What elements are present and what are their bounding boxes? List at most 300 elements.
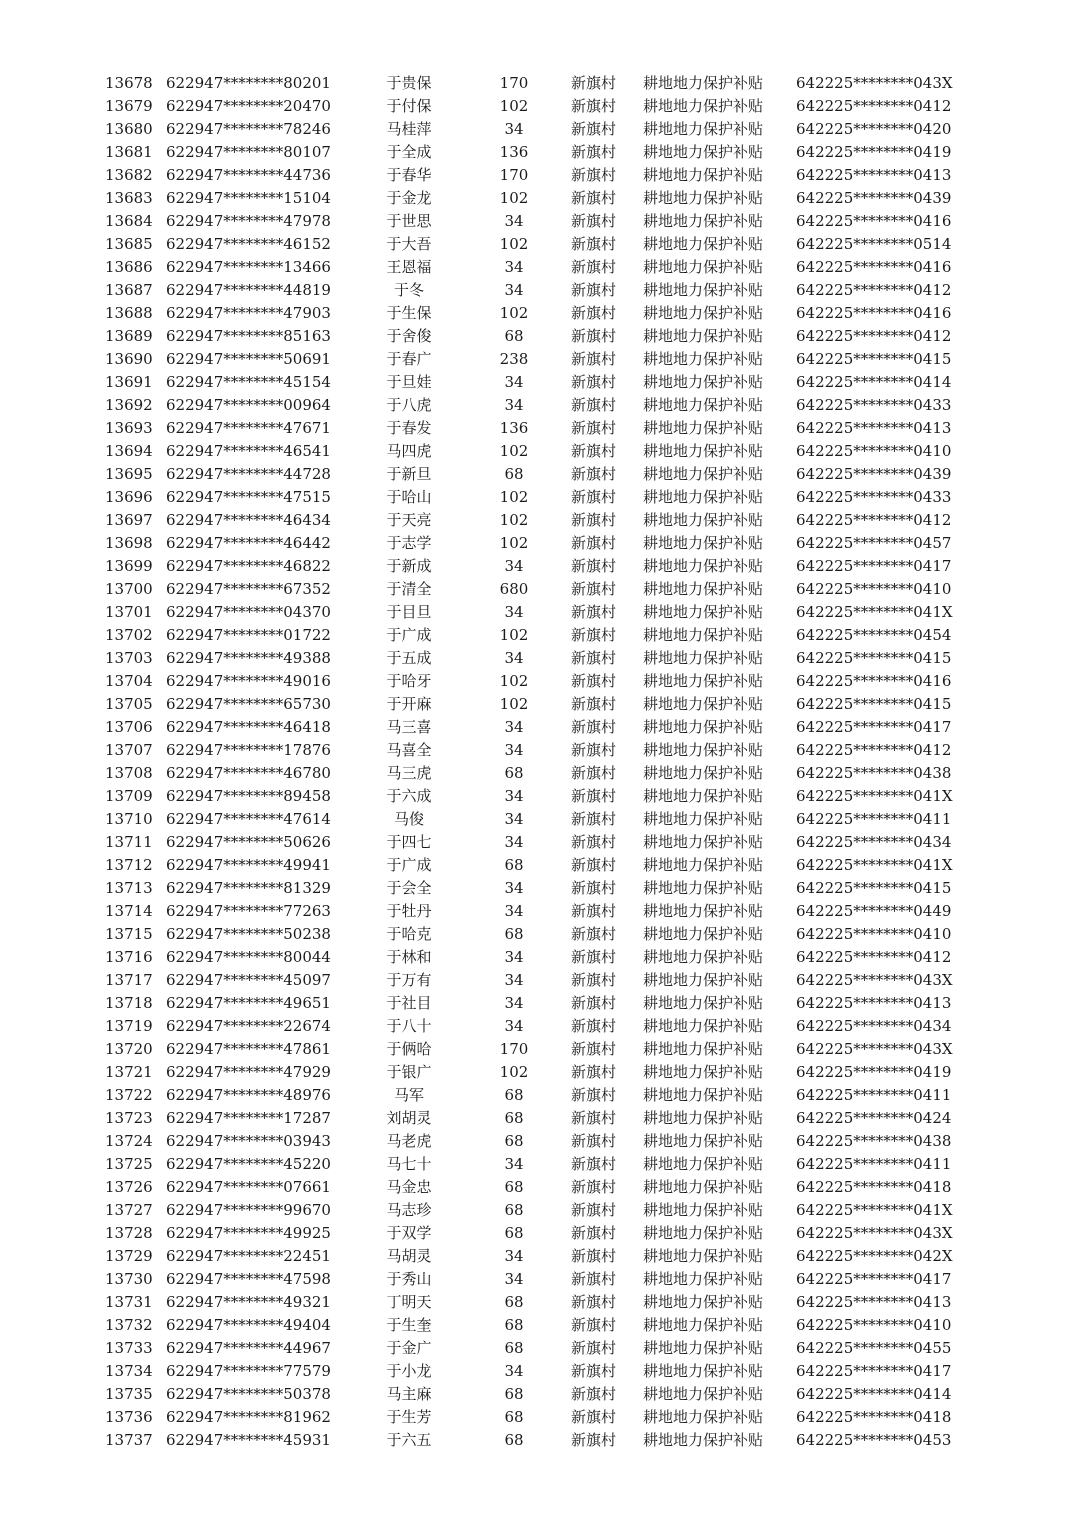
village-name: 新旗村	[571, 1040, 617, 1058]
id-number: 642225********0434	[796, 833, 952, 851]
person-name: 于哈牙	[386, 672, 432, 690]
bank-account: 622947********45931	[166, 1431, 331, 1449]
subsidy-type: 耕地地力保护补贴	[643, 1247, 764, 1265]
bank-account: 622947********80044	[166, 948, 331, 966]
row-number: 13732	[105, 1316, 153, 1334]
person-name: 于社目	[386, 994, 432, 1012]
person-name: 于生奎	[386, 1316, 432, 1334]
village-name: 新旗村	[571, 442, 617, 460]
person-name: 于春广	[386, 350, 432, 368]
bank-account: 622947********49941	[166, 856, 331, 874]
subsidy-type: 耕地地力保护补贴	[643, 948, 764, 966]
id-number: 642225********0416	[796, 672, 952, 690]
subsidy-amount: 170	[499, 1040, 529, 1058]
bank-account: 622947********46822	[166, 557, 331, 575]
subsidy-type: 耕地地力保护补贴	[643, 718, 764, 736]
bank-account: 622947********20470	[166, 97, 331, 115]
subsidy-type: 耕地地力保护补贴	[643, 1362, 764, 1380]
table-row	[0, 1061, 1074, 1084]
subsidy-type: 耕地地力保护补贴	[643, 925, 764, 943]
table-row	[0, 739, 1074, 762]
id-number: 642225********0412	[796, 948, 952, 966]
row-number: 13696	[105, 488, 153, 506]
bank-account: 622947********45220	[166, 1155, 331, 1173]
village-name: 新旗村	[571, 603, 617, 621]
row-number: 13721	[105, 1063, 153, 1081]
person-name: 马老虎	[386, 1132, 432, 1150]
subsidy-type: 耕地地力保护补贴	[643, 442, 764, 460]
row-number: 13715	[105, 925, 153, 943]
subsidy-type: 耕地地力保护补贴	[643, 1316, 764, 1334]
bank-account: 622947********47671	[166, 419, 331, 437]
table-row	[0, 1360, 1074, 1383]
bank-account: 622947********17287	[166, 1109, 331, 1127]
bank-account: 622947********22674	[166, 1017, 331, 1035]
bank-account: 622947********15104	[166, 189, 331, 207]
table-row	[0, 808, 1074, 831]
row-number: 13689	[105, 327, 153, 345]
id-number: 642225********0415	[796, 879, 952, 897]
bank-account: 622947********04370	[166, 603, 331, 621]
person-name: 于春发	[386, 419, 432, 437]
subsidy-amount: 68	[504, 465, 524, 483]
village-name: 新旗村	[571, 396, 617, 414]
person-name: 于万有	[386, 971, 432, 989]
row-number: 13679	[105, 97, 153, 115]
id-number: 642225********0417	[796, 718, 952, 736]
id-number: 642225********0455	[796, 1339, 952, 1357]
subsidy-amount: 68	[504, 1316, 524, 1334]
bank-account: 622947********50691	[166, 350, 331, 368]
person-name: 马主麻	[386, 1385, 432, 1403]
id-number: 642225********0514	[796, 235, 952, 253]
id-number: 642225********0414	[796, 1385, 952, 1403]
subsidy-type: 耕地地力保护补贴	[643, 994, 764, 1012]
subsidy-type: 耕地地力保护补贴	[643, 1017, 764, 1035]
subsidy-amount: 102	[499, 488, 529, 506]
village-name: 新旗村	[571, 1316, 617, 1334]
row-number: 13713	[105, 879, 153, 897]
id-number: 642225********0412	[796, 511, 952, 529]
subsidy-amount: 68	[504, 1224, 524, 1242]
village-name: 新旗村	[571, 74, 617, 92]
row-number: 13686	[105, 258, 153, 276]
id-number: 642225********0439	[796, 465, 952, 483]
village-name: 新旗村	[571, 120, 617, 138]
id-number: 642225********0420	[796, 120, 952, 138]
subsidy-amount: 102	[499, 189, 529, 207]
village-name: 新旗村	[571, 994, 617, 1012]
row-number: 13730	[105, 1270, 153, 1288]
subsidy-amount: 34	[504, 396, 524, 414]
subsidy-amount: 34	[504, 718, 524, 736]
bank-account: 622947********13466	[166, 258, 331, 276]
bank-account: 622947********46152	[166, 235, 331, 253]
id-number: 642225********0411	[796, 1155, 952, 1173]
bank-account: 622947********44819	[166, 281, 331, 299]
row-number: 13682	[105, 166, 153, 184]
id-number: 642225********0413	[796, 1293, 952, 1311]
bank-account: 622947********00964	[166, 396, 331, 414]
person-name: 马三虎	[386, 764, 432, 782]
table-row	[0, 900, 1074, 923]
village-name: 新旗村	[571, 1362, 617, 1380]
id-number: 642225********0433	[796, 396, 952, 414]
subsidy-type: 耕地地力保护补贴	[643, 856, 764, 874]
table-row	[0, 141, 1074, 164]
subsidy-amount: 170	[499, 74, 529, 92]
bank-account: 622947********77579	[166, 1362, 331, 1380]
subsidy-type: 耕地地力保护补贴	[643, 810, 764, 828]
subsidy-amount: 136	[499, 143, 529, 161]
village-name: 新旗村	[571, 1385, 617, 1403]
subsidy-type: 耕地地力保护补贴	[643, 143, 764, 161]
subsidy-amount: 34	[504, 1017, 524, 1035]
row-number: 13699	[105, 557, 153, 575]
village-name: 新旗村	[571, 1086, 617, 1104]
subsidy-amount: 102	[499, 442, 529, 460]
row-number: 13702	[105, 626, 153, 644]
table-row	[0, 1084, 1074, 1107]
subsidy-amount: 34	[504, 557, 524, 575]
subsidy-amount: 68	[504, 327, 524, 345]
village-name: 新旗村	[571, 971, 617, 989]
village-name: 新旗村	[571, 97, 617, 115]
table-row	[0, 532, 1074, 555]
bank-account: 622947********45154	[166, 373, 331, 391]
subsidy-type: 耕地地力保护补贴	[643, 396, 764, 414]
village-name: 新旗村	[571, 212, 617, 230]
table-row	[0, 72, 1074, 95]
id-number: 642225********0439	[796, 189, 952, 207]
person-name: 于志学	[386, 534, 432, 552]
row-number: 13687	[105, 281, 153, 299]
bank-account: 622947********49016	[166, 672, 331, 690]
table-row	[0, 1107, 1074, 1130]
person-name: 于小龙	[386, 1362, 432, 1380]
person-name: 于金龙	[386, 189, 432, 207]
subsidy-amount: 68	[504, 1109, 524, 1127]
subsidy-type: 耕地地力保护补贴	[643, 1132, 764, 1150]
subsidy-amount: 102	[499, 1063, 529, 1081]
subsidy-amount: 102	[499, 304, 529, 322]
person-name: 于世思	[386, 212, 432, 230]
subsidy-amount: 34	[504, 948, 524, 966]
subsidy-type: 耕地地力保护补贴	[643, 626, 764, 644]
row-number: 13693	[105, 419, 153, 437]
table-row	[0, 371, 1074, 394]
row-number: 13726	[105, 1178, 153, 1196]
table-row	[0, 118, 1074, 141]
subsidy-amount: 34	[504, 810, 524, 828]
village-name: 新旗村	[571, 626, 617, 644]
row-number: 13690	[105, 350, 153, 368]
village-name: 新旗村	[571, 258, 617, 276]
id-number: 642225********0424	[796, 1109, 952, 1127]
subsidy-amount: 102	[499, 235, 529, 253]
person-name: 于冬	[393, 281, 424, 299]
person-name: 于八虎	[386, 396, 432, 414]
id-number: 642225********0415	[796, 350, 952, 368]
village-name: 新旗村	[571, 1224, 617, 1242]
person-name: 于双学	[386, 1224, 432, 1242]
table-row	[0, 1245, 1074, 1268]
subsidy-type: 耕地地力保护补贴	[643, 695, 764, 713]
subsidy-table	[0, 72, 1074, 1452]
id-number: 642225********0433	[796, 488, 952, 506]
person-name: 马志珍	[386, 1201, 432, 1219]
subsidy-amount: 68	[504, 1132, 524, 1150]
bank-account: 622947********99670	[166, 1201, 331, 1219]
id-number: 642225********0457	[796, 534, 952, 552]
subsidy-type: 耕地地力保护补贴	[643, 1109, 764, 1127]
village-name: 新旗村	[571, 741, 617, 759]
bank-account: 622947********46418	[166, 718, 331, 736]
bank-account: 622947********47929	[166, 1063, 331, 1081]
id-number: 642225********041X	[796, 603, 953, 621]
table-row	[0, 1015, 1074, 1038]
village-name: 新旗村	[571, 580, 617, 598]
subsidy-amount: 238	[499, 350, 529, 368]
subsidy-type: 耕地地力保护补贴	[643, 1063, 764, 1081]
id-number: 642225********0416	[796, 212, 952, 230]
subsidy-type: 耕地地力保护补贴	[643, 1339, 764, 1357]
table-row	[0, 233, 1074, 256]
bank-account: 622947********47978	[166, 212, 331, 230]
bank-account: 622947********50378	[166, 1385, 331, 1403]
table-row	[0, 394, 1074, 417]
bank-account: 622947********47515	[166, 488, 331, 506]
row-number: 13710	[105, 810, 153, 828]
table-row	[0, 164, 1074, 187]
subsidy-type: 耕地地力保护补贴	[643, 373, 764, 391]
bank-account: 622947********78246	[166, 120, 331, 138]
id-number: 642225********0410	[796, 925, 952, 943]
subsidy-amount: 34	[504, 1155, 524, 1173]
row-number: 13737	[105, 1431, 153, 1449]
village-name: 新旗村	[571, 649, 617, 667]
table-row	[0, 302, 1074, 325]
id-number: 642225********0416	[796, 258, 952, 276]
id-number: 642225********0413	[796, 994, 952, 1012]
village-name: 新旗村	[571, 856, 617, 874]
table-row	[0, 923, 1074, 946]
row-number: 13707	[105, 741, 153, 759]
table-row	[0, 1406, 1074, 1429]
subsidy-amount: 68	[504, 1086, 524, 1104]
table-row	[0, 325, 1074, 348]
row-number: 13681	[105, 143, 153, 161]
row-number: 13701	[105, 603, 153, 621]
id-number: 642225********0412	[796, 97, 952, 115]
table-row	[0, 187, 1074, 210]
person-name: 于六五	[386, 1431, 432, 1449]
table-row	[0, 601, 1074, 624]
village-name: 新旗村	[571, 1155, 617, 1173]
person-name: 于四七	[386, 833, 432, 851]
subsidy-type: 耕地地力保护补贴	[643, 1408, 764, 1426]
subsidy-type: 耕地地力保护补贴	[643, 350, 764, 368]
id-number: 642225********043X	[796, 1040, 953, 1058]
person-name: 王恩福	[386, 258, 432, 276]
subsidy-amount: 68	[504, 1201, 524, 1219]
subsidy-type: 耕地地力保护补贴	[643, 741, 764, 759]
person-name: 于春华	[386, 166, 432, 184]
table-row	[0, 440, 1074, 463]
bank-account: 622947********49651	[166, 994, 331, 1012]
subsidy-amount: 68	[504, 856, 524, 874]
bank-account: 622947********47598	[166, 1270, 331, 1288]
row-number: 13678	[105, 74, 153, 92]
village-name: 新旗村	[571, 1408, 617, 1426]
table-row	[0, 1429, 1074, 1452]
bank-account: 622947********49404	[166, 1316, 331, 1334]
row-number: 13688	[105, 304, 153, 322]
table-row	[0, 969, 1074, 992]
village-name: 新旗村	[571, 948, 617, 966]
id-number: 642225********0413	[796, 419, 952, 437]
row-number: 13731	[105, 1293, 153, 1311]
id-number: 642225********0453	[796, 1431, 952, 1449]
village-name: 新旗村	[571, 1339, 617, 1357]
id-number: 642225********0418	[796, 1178, 952, 1196]
table-row	[0, 670, 1074, 693]
row-number: 13711	[105, 833, 153, 851]
person-name: 刘胡灵	[386, 1109, 432, 1127]
subsidy-type: 耕地地力保护补贴	[643, 1040, 764, 1058]
row-number: 13705	[105, 695, 153, 713]
id-number: 642225********0411	[796, 1086, 952, 1104]
person-name: 于金广	[386, 1339, 432, 1357]
subsidy-type: 耕地地力保护补贴	[643, 465, 764, 483]
id-number: 642225********0414	[796, 373, 952, 391]
person-name: 于会全	[386, 879, 432, 897]
row-number: 13727	[105, 1201, 153, 1219]
subsidy-amount: 34	[504, 603, 524, 621]
village-name: 新旗村	[571, 695, 617, 713]
subsidy-amount: 34	[504, 879, 524, 897]
table-row	[0, 95, 1074, 118]
id-number: 642225********0412	[796, 327, 952, 345]
person-name: 马三喜	[386, 718, 432, 736]
bank-account: 622947********67352	[166, 580, 331, 598]
subsidy-amount: 34	[504, 120, 524, 138]
id-number: 642225********041X	[796, 1201, 953, 1219]
row-number: 13706	[105, 718, 153, 736]
village-name: 新旗村	[571, 327, 617, 345]
table-row	[0, 256, 1074, 279]
table-row	[0, 578, 1074, 601]
id-number: 642225********0412	[796, 741, 952, 759]
row-number: 13724	[105, 1132, 153, 1150]
row-number: 13722	[105, 1086, 153, 1104]
person-name: 于大吾	[386, 235, 432, 253]
id-number: 642225********0410	[796, 442, 952, 460]
subsidy-type: 耕地地力保护补贴	[643, 511, 764, 529]
subsidy-type: 耕地地力保护补贴	[643, 1385, 764, 1403]
village-name: 新旗村	[571, 1201, 617, 1219]
id-number: 642225********0417	[796, 1362, 952, 1380]
subsidy-type: 耕地地力保护补贴	[643, 764, 764, 782]
bank-account: 622947********48976	[166, 1086, 331, 1104]
bank-account: 622947********46780	[166, 764, 331, 782]
subsidy-amount: 34	[504, 787, 524, 805]
id-number: 642225********0410	[796, 580, 952, 598]
table-row	[0, 555, 1074, 578]
village-name: 新旗村	[571, 281, 617, 299]
bank-account: 622947********44736	[166, 166, 331, 184]
row-number: 13708	[105, 764, 153, 782]
row-number: 13733	[105, 1339, 153, 1357]
table-row	[0, 624, 1074, 647]
table-row	[0, 1222, 1074, 1245]
subsidy-amount: 34	[504, 741, 524, 759]
id-number: 642225********0413	[796, 166, 952, 184]
subsidy-amount: 102	[499, 695, 529, 713]
person-name: 于牡丹	[386, 902, 432, 920]
subsidy-amount: 34	[504, 212, 524, 230]
row-number: 13719	[105, 1017, 153, 1035]
bank-account: 622947********49388	[166, 649, 331, 667]
subsidy-type: 耕地地力保护补贴	[643, 189, 764, 207]
bank-account: 622947********47861	[166, 1040, 331, 1058]
person-name: 于银广	[386, 1063, 432, 1081]
bank-account: 622947********89458	[166, 787, 331, 805]
subsidy-amount: 102	[499, 626, 529, 644]
village-name: 新旗村	[571, 810, 617, 828]
village-name: 新旗村	[571, 1109, 617, 1127]
subsidy-type: 耕地地力保护补贴	[643, 672, 764, 690]
person-name: 于旦娃	[386, 373, 432, 391]
subsidy-amount: 34	[504, 994, 524, 1012]
subsidy-amount: 68	[504, 1339, 524, 1357]
person-name: 于生保	[386, 304, 432, 322]
village-name: 新旗村	[571, 764, 617, 782]
row-number: 13700	[105, 580, 153, 598]
id-number: 642225********0412	[796, 281, 952, 299]
subsidy-amount: 34	[504, 1247, 524, 1265]
id-number: 642225********042X	[796, 1247, 953, 1265]
village-name: 新旗村	[571, 879, 617, 897]
subsidy-type: 耕地地力保护补贴	[643, 258, 764, 276]
person-name: 于广成	[386, 626, 432, 644]
bank-account: 622947********45097	[166, 971, 331, 989]
subsidy-amount: 102	[499, 534, 529, 552]
bank-account: 622947********01722	[166, 626, 331, 644]
person-name: 马军	[393, 1086, 424, 1104]
subsidy-amount: 68	[504, 925, 524, 943]
id-number: 642225********043X	[796, 971, 953, 989]
table-row	[0, 1130, 1074, 1153]
row-number: 13723	[105, 1109, 153, 1127]
village-name: 新旗村	[571, 672, 617, 690]
row-number: 13695	[105, 465, 153, 483]
subsidy-type: 耕地地力保护补贴	[643, 833, 764, 851]
village-name: 新旗村	[571, 557, 617, 575]
person-name: 于舍俊	[386, 327, 432, 345]
village-name: 新旗村	[571, 1178, 617, 1196]
bank-account: 622947********17876	[166, 741, 331, 759]
row-number: 13735	[105, 1385, 153, 1403]
subsidy-amount: 34	[504, 649, 524, 667]
subsidy-type: 耕地地力保护补贴	[643, 534, 764, 552]
subsidy-type: 耕地地力保护补贴	[643, 120, 764, 138]
bank-account: 622947********65730	[166, 695, 331, 713]
person-name: 于新成	[386, 557, 432, 575]
table-row	[0, 1314, 1074, 1337]
village-name: 新旗村	[571, 1270, 617, 1288]
village-name: 新旗村	[571, 235, 617, 253]
